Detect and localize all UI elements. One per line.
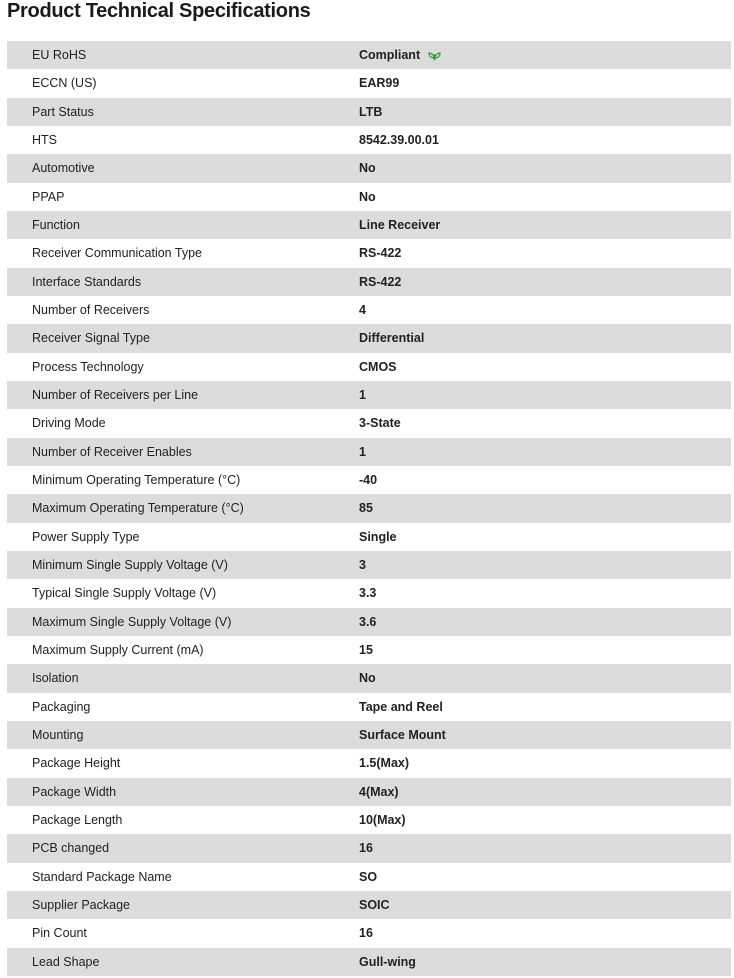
spec-value-cell [359, 161, 376, 175]
table-row [7, 41, 731, 69]
spec-label: Receiver Communication Type [32, 246, 202, 261]
table-row [7, 183, 731, 211]
table-row [7, 69, 731, 97]
spec-value: SOIC [359, 898, 390, 912]
spec-value-cell [359, 218, 440, 232]
table-row [7, 551, 731, 579]
spec-label: Automotive [32, 161, 95, 176]
spec-label: Maximum Supply Current (mA) [32, 643, 204, 658]
spec-value: Surface Mount [359, 728, 446, 743]
spec-value-cell [359, 671, 376, 685]
table-row [7, 579, 731, 607]
table-row [7, 891, 731, 919]
spec-value: LTB [359, 104, 383, 119]
spec-value-cell [359, 955, 416, 969]
spec-label: Package Length [32, 813, 123, 828]
spec-value: 10(Max) [359, 813, 406, 828]
spec-value-cell [359, 190, 376, 204]
spec-value: 16 [359, 926, 373, 941]
spec-label: Typical Single Supply Voltage (V) [32, 586, 217, 601]
spec-value: Gull-wing [359, 954, 416, 969]
spec-value-cell [359, 48, 441, 62]
spec-value-cell [359, 473, 377, 487]
table-row [7, 806, 731, 834]
table-row [7, 863, 731, 891]
spec-value: SO [359, 869, 378, 884]
spec-value-cell [359, 76, 399, 90]
table-row [7, 608, 731, 636]
table-row [7, 409, 731, 437]
spec-value-cell [359, 756, 409, 770]
spec-label: Function [32, 218, 80, 233]
table-row [7, 98, 731, 126]
table-row [7, 381, 731, 409]
table-row [7, 466, 731, 494]
table-row [7, 948, 731, 976]
spec-label: Pin Count [32, 926, 87, 941]
spec-label: Process Technology [32, 359, 144, 374]
table-row [7, 268, 731, 296]
table-row [7, 693, 731, 721]
table-row [7, 353, 731, 381]
spec-value-cell [359, 445, 366, 459]
spec-label: Mounting [32, 728, 84, 743]
spec-label: Maximum Single Supply Voltage (V) [32, 614, 232, 629]
spec-value: Compliant [359, 48, 421, 63]
spec-value: 15 [359, 643, 373, 658]
spec-label: Standard Package Name [32, 869, 172, 884]
spec-value: RS-422 [359, 274, 402, 289]
spec-value-cell [359, 728, 446, 742]
table-row [7, 211, 731, 239]
spec-value-cell [359, 785, 399, 799]
spec-label: Minimum Operating Temperature (°C) [32, 473, 241, 488]
spec-value-cell [359, 813, 406, 827]
spec-value-cell [359, 643, 373, 657]
leaf-icon [428, 50, 441, 61]
spec-value-cell [359, 926, 373, 940]
spec-value: 16 [359, 841, 373, 856]
table-row [7, 749, 731, 777]
table-row [7, 154, 731, 182]
spec-value: Differential [359, 331, 425, 346]
spec-label: Packaging [32, 699, 91, 714]
spec-value-cell [359, 331, 424, 345]
spec-value: No [359, 161, 376, 176]
table-row [7, 296, 731, 324]
spec-value: Tape and Reel [359, 699, 443, 714]
spec-label: Number of Receivers [32, 303, 150, 318]
spec-value: 3-State [359, 416, 401, 431]
spec-value-cell [359, 303, 366, 317]
spec-value: 4 [359, 303, 366, 318]
table-row [7, 778, 731, 806]
spec-label: Part Status [32, 104, 94, 119]
spec-value-cell [359, 700, 443, 714]
spec-value-cell [359, 246, 401, 260]
spec-value-cell [359, 275, 401, 289]
spec-value-cell [359, 133, 439, 147]
spec-label: Package Height [32, 756, 121, 771]
spec-value-cell [359, 105, 382, 119]
table-row [7, 919, 731, 947]
table-row [7, 721, 731, 749]
spec-value-cell [359, 615, 376, 629]
spec-value: Single [359, 529, 397, 544]
spec-value: 3.6 [359, 614, 377, 629]
table-row [7, 324, 731, 352]
spec-label: Number of Receivers per Line [32, 388, 199, 403]
spec-value: EAR99 [359, 76, 400, 91]
spec-label: HTS [32, 133, 57, 148]
spec-label: Isolation [32, 671, 79, 686]
spec-label: Minimum Single Supply Voltage (V) [32, 558, 228, 573]
table-row [7, 494, 731, 522]
spec-value-cell [359, 558, 366, 572]
spec-value: 3 [359, 558, 366, 573]
spec-label: Package Width [32, 784, 117, 799]
spec-value: 4(Max) [359, 784, 399, 799]
specs-table [7, 41, 731, 976]
spec-value: 85 [359, 501, 373, 516]
spec-value-cell [359, 388, 366, 402]
spec-label: Supplier Package [32, 898, 130, 912]
table-row [7, 664, 731, 692]
spec-label: EU RoHS [32, 48, 87, 63]
spec-value: CMOS [359, 359, 397, 374]
spec-label: Receiver Signal Type [32, 331, 150, 346]
spec-value-cell [359, 416, 401, 430]
table-row [7, 523, 731, 551]
spec-label: PCB changed [32, 841, 110, 856]
spec-value-cell [359, 870, 377, 884]
spec-value: 1.5(Max) [359, 756, 410, 771]
spec-value: No [359, 671, 376, 686]
spec-label: ECCN (US) [32, 76, 97, 91]
spec-label: Power Supply Type [32, 529, 140, 544]
spec-label: PPAP [32, 189, 65, 204]
spec-value-cell [359, 530, 397, 544]
table-row [7, 834, 731, 862]
spec-value: -40 [359, 473, 378, 488]
spec-value: No [359, 189, 376, 204]
spec-label: Driving Mode [32, 416, 106, 431]
spec-value-cell [359, 841, 373, 855]
spec-value-cell [359, 898, 390, 912]
table-row [7, 126, 731, 154]
spec-value: Line Receiver [359, 218, 441, 233]
spec-value: 1 [359, 388, 366, 403]
spec-label: Maximum Operating Temperature (°C) [32, 501, 244, 516]
spec-value: 8542.39.00.01 [359, 133, 439, 148]
spec-label: Interface Standards [32, 274, 142, 289]
spec-label: Lead Shape [32, 954, 100, 969]
spec-value-cell [359, 501, 373, 515]
table-row [7, 239, 731, 267]
spec-value: RS-422 [359, 246, 402, 261]
spec-value-cell [359, 586, 376, 600]
spec-value: 1 [359, 444, 366, 459]
table-row [7, 636, 731, 664]
table-row [7, 438, 731, 466]
spec-value-cell [359, 360, 397, 374]
spec-value: 3.3 [359, 586, 377, 601]
page-title: Product Technical Specifications [7, 0, 311, 22]
spec-label: Number of Receiver Enables [32, 444, 192, 459]
